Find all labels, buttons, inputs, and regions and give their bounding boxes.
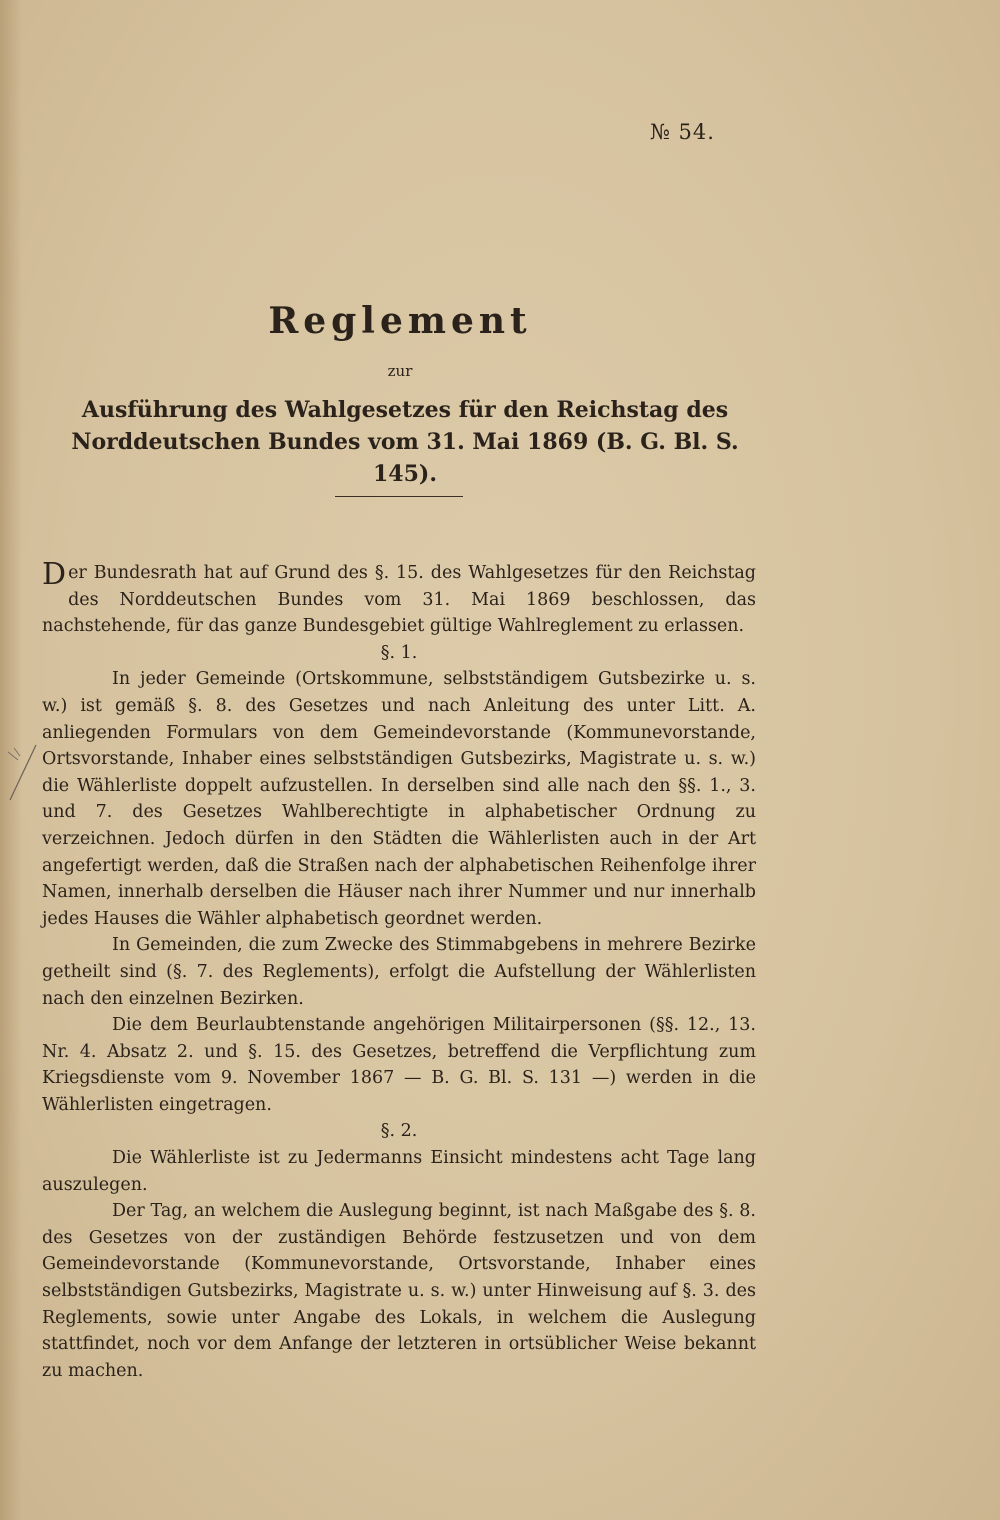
section-heading-1: §. 1. — [380, 642, 418, 663]
intro-paragraph: Der Bundesrath hat auf Grund des §. 15. des Wahlgesetzes für den Reichstag des Norddeutschen Bundes vom 31. Mai 1869 beschlossen, das nachstehende, für das ganze Bundesgebiet gültige Wahlreglement zu erlassen. — [42, 557, 756, 637]
title-divider — [335, 496, 463, 497]
section1-paragraph-1: In jeder Gemeinde (Ortskommune, selbstständigem Gutsbezirke u. s. w.) ist gemäß §. 8. des Gesetzes und nach Anleitung des unter Litt. A. anliegenden Formulars von dem Gemeindevorstande (Kommunevorstande, Ortsvorstande, Inhaber eines selbstständigen Gutsbezirks, Magistrate u. s. w.) die Wählerliste doppelt aufzustellen. In derselben sind alle nach den §§. 1., 3. und 7. des Gesetzes Wahlberechtigte in alphabetischer Ordnung zu verzeichnen. Jedoch dürfen in den Städten die Wählerlisten auch in der Art angefertigt werden, daß die Straßen nach der alphabetischen Reihenfolge ihrer Namen, innerhalb derselben die Häuser nach ihrer Nummer und nur innerhalb jedes Hauses die Wähler alphabetisch geordnet werden. — [42, 669, 756, 929]
title-connector: zur — [387, 362, 413, 380]
document-subtitle: Ausführung des Wahlgesetzes für den Reichstag des Norddeutschen Bundes vom 31. Mai 1869 (B. G. Bl. S. 145). — [71, 397, 739, 487]
section1-paragraph-3: Die dem Beurlaubtenstande angehörigen Militairpersonen (§§. 12., 13. Nr. 4. Absatz 2. und §. 15. des Gesetzes, betreffend die Verpflichtung zum Kriegsdienste vom 9. November 1867 — B. G. Bl. S. 131 —) werden in die Wählerlisten eingetragen. — [42, 1015, 756, 1115]
margin-pencil-mark — [6, 740, 46, 810]
page-number: № 54. — [650, 120, 715, 144]
document-title: Reglement — [268, 300, 532, 342]
section2-paragraph-1: Die Wählerliste ist zu Jedermanns Einsicht mindestens acht Tage lang auszulegen. — [42, 1148, 756, 1195]
section-heading-2: §. 2. — [380, 1121, 418, 1142]
section1-paragraph-2: In Gemeinden, die zum Zwecke des Stimmabgebens in mehrere Bezirke getheilt sind (§. 7. des Reglements), erfolgt die Aufstellung der Wählerlisten nach den einzelnen Bezirken. — [42, 935, 756, 1009]
section2-paragraph-2: Der Tag, an welchem die Auslegung beginnt, ist nach Maßgabe des §. 8. des Gesetzes von der zuständigen Behörde festzusetzen und von dem Gemeindevorstande (Kommunevorstande, Ortsvorstande, Inhaber eines selbstständigen Gutsbezirks, Magistrate u. s. w.) unter Hinweisung auf §. 3. des Reglements, sowie unter Angabe des Lokals, in welchem die Auslegung stattfindet, noch vor dem Anfange der letzteren in ortsüblicher Weise bekannt zu machen. — [42, 1201, 756, 1381]
document-body — [42, 557, 756, 1384]
